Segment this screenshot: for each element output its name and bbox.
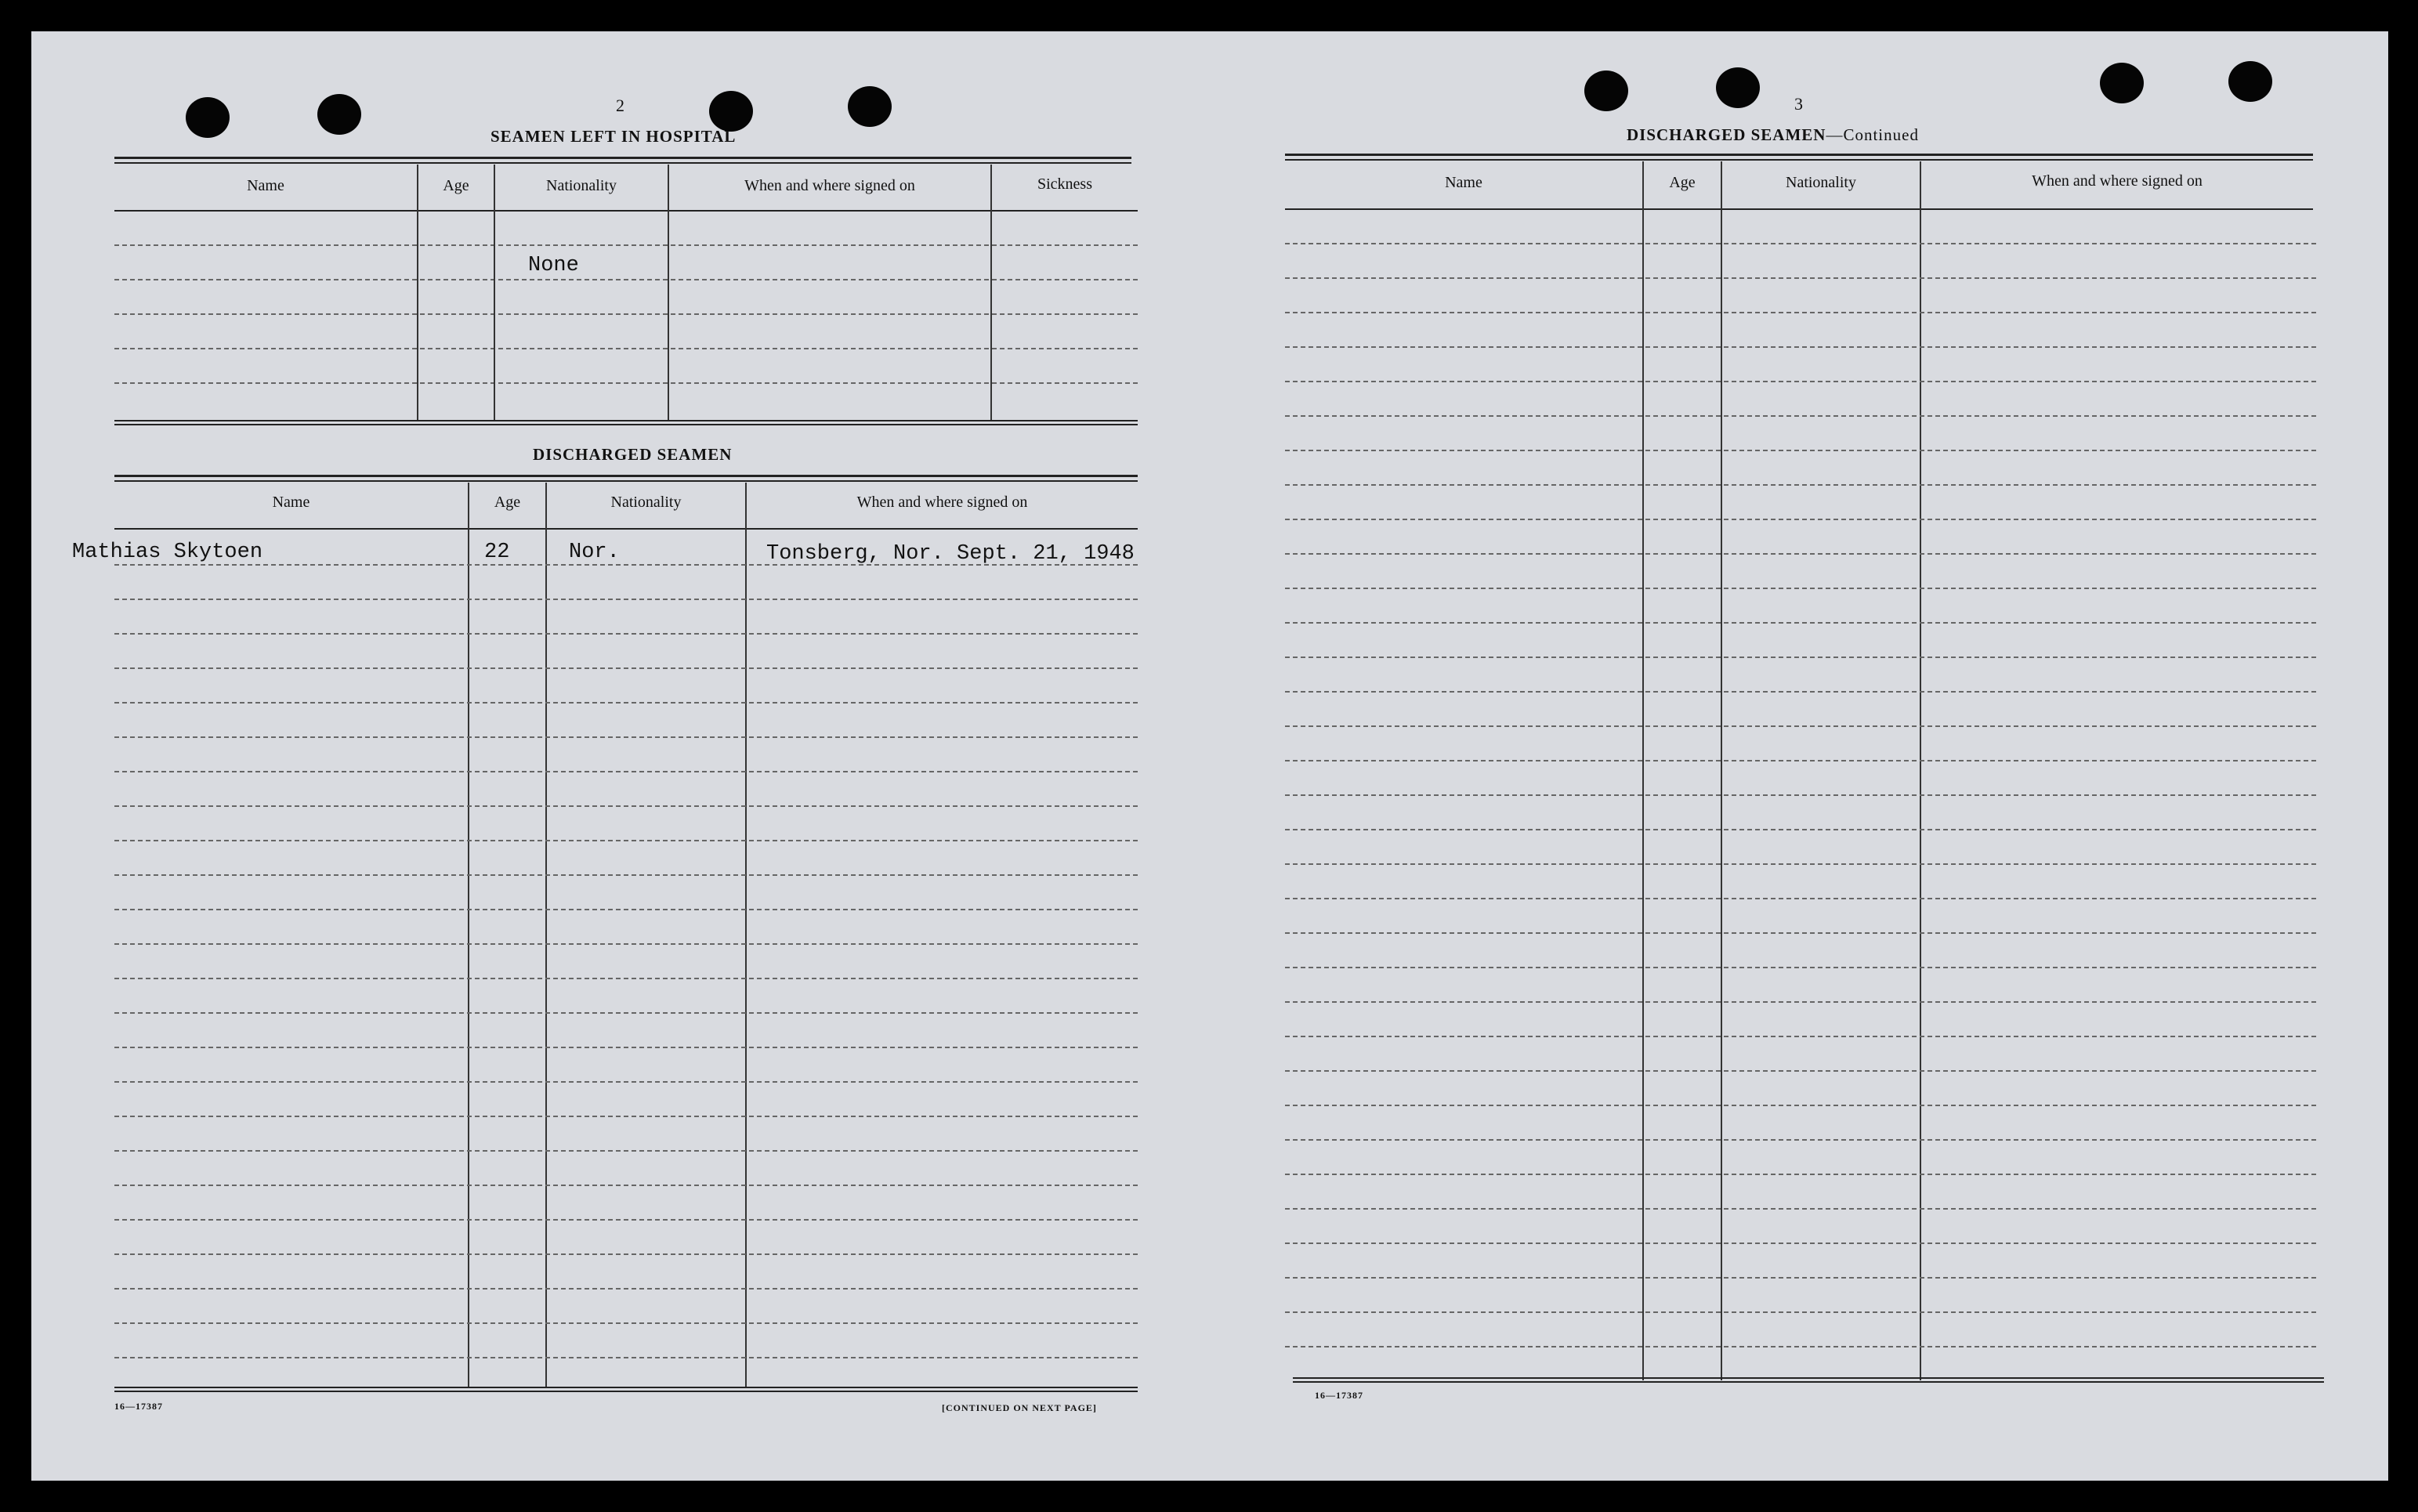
hospital-header-name: Name	[247, 177, 284, 194]
continued-header-name: Name	[1445, 174, 1482, 191]
seaman-signed-on: Tonsberg, Nor. Sept. 21, 1948	[766, 542, 1135, 566]
hospital-header-nationality: Nationality	[546, 177, 617, 194]
discharged-continued-title	[1627, 125, 1919, 145]
hospital-header-age: Age	[443, 177, 469, 194]
seaman-nationality: Nor.	[569, 541, 620, 564]
punch-hole	[2100, 63, 2144, 103]
discharged-header-nationality: Nationality	[610, 494, 682, 511]
discharged-header-age: Age	[494, 494, 521, 511]
hospital-section-title: SEAMEN LEFT IN HOSPITAL	[490, 127, 737, 146]
document-sheet	[31, 31, 2388, 1481]
punch-hole	[317, 94, 361, 135]
punch-hole	[186, 97, 230, 138]
punch-hole	[848, 86, 892, 127]
seaman-age: 22	[484, 541, 510, 564]
form-number: 16—17387	[1315, 1390, 1363, 1401]
discharged-header-signed-on: When and where signed on	[856, 494, 1028, 511]
title-main: DISCHARGED SEAMEN	[1627, 125, 1826, 144]
punch-hole	[2228, 61, 2272, 102]
punch-hole	[709, 91, 753, 132]
page-number: 3	[1794, 94, 1803, 114]
discharged-section-title: DISCHARGED SEAMEN	[533, 445, 733, 464]
hospital-header-signed-on: When and where signed on	[744, 177, 915, 194]
hospital-header-sickness: Sickness	[1037, 175, 1092, 193]
page-number: 2	[616, 96, 624, 115]
punch-hole	[1584, 71, 1628, 111]
continued-header-signed-on: When and where signed on	[2032, 172, 2203, 190]
hospital-entry-none: None	[528, 254, 579, 277]
continued-header-age: Age	[1669, 174, 1696, 191]
form-number: 16—17387	[114, 1401, 163, 1412]
punch-hole	[1716, 67, 1760, 108]
continued-note: [CONTINUED ON NEXT PAGE]	[942, 1402, 1097, 1413]
seaman-name: Mathias Skytoen	[72, 541, 263, 564]
continued-header-nationality: Nationality	[1786, 174, 1856, 191]
title-continued: —Continued	[1826, 125, 1919, 144]
discharged-header-name: Name	[272, 494, 310, 511]
